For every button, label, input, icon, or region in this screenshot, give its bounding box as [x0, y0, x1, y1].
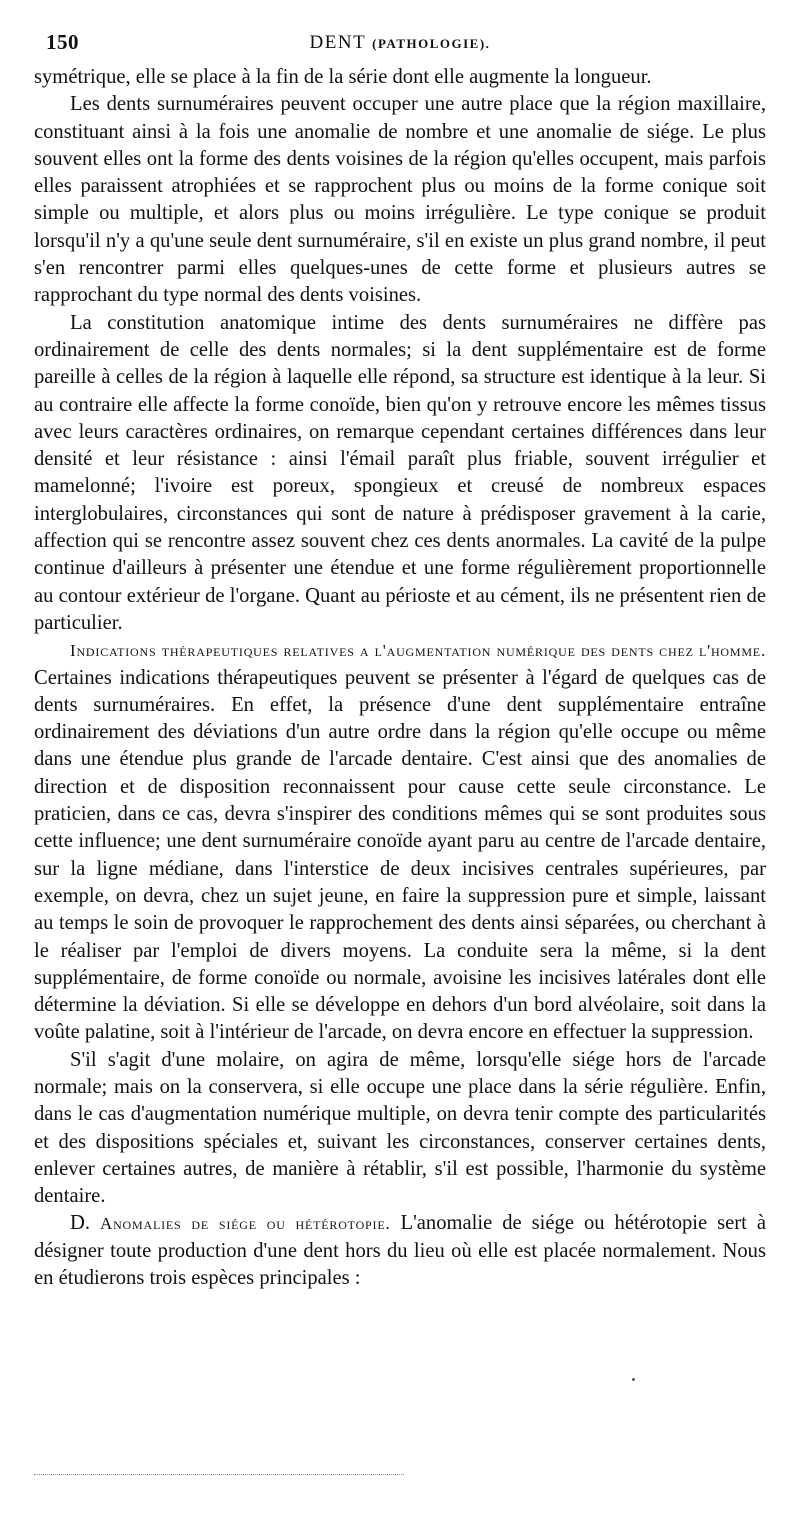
page-number: 150: [46, 30, 79, 54]
paragraph-continuation: symétrique, elle se place à la fin de la série dont elle augmente la longueur.: [34, 66, 652, 88]
indications-body: Certaines indications thérapeutiques peuvent se présenter à l'égard de quelques cas de dents surnuméraires. En effet, la présence d'une dent supplémentaire entraîne ordinairement des déviations d'un autre ordre dans la région qu'elle occupe ou même dans une étendue plus grande de l'arcade dentaire. C'est ainsi que des anomalies de direction et de disposition reconnaissent pour cause cette seule circonstance. Le praticien, dans ce cas, devra s'inspirer des conditions mêmes qui se sont produites sous cette influence; une dent surnuméraire conoïde ayant paru au centre de l'arcade dentaire, sur la ligne médiane, dans l'interstice de deux incisives centrales supérieures, par exemple, on devra, chez un sujet jeune, en faire la suppression pure et simple, laissant au temps le soin de provoquer le rapprochement des dents ainsi séparées, ou cherchant à le réaliser par l'emploi de divers moyens. La conduite sera la même, si la dent supplémentaire, de forme conoïde ou normale, avoisine les incisives latérales dont elle détermine la déviation. Si elle se développe en dehors d'un bord alvéolaire, soit dans la voûte palatine, soit à l'intérieur de l'arcade, on devra encore en effectuer la suppression.: [34, 666, 766, 1044]
section-d-body: L'anomalie de siége ou hétérotopie sert à désigner toute production d'une dent hors du lieu où elle est placée normalement. Nous en étudierons trois espèces principales :: [34, 1212, 766, 1290]
print-speck: [632, 1378, 635, 1381]
section-d-label: D.: [70, 1212, 91, 1235]
running-title-sub: (PATHOLOGIE).: [372, 36, 491, 51]
paragraph-indications: [34, 637, 766, 1046]
page-body: [34, 24, 766, 1292]
paragraph-constitution-anatomique: La constitution anatomique intime des dents surnuméraires ne diffère pas ordinairement de celle des dents normales; si la dent supplémentaire est de forme pareille à celles de la région à laquelle elle répond, sa structure est identique à la leur. Si au contraire elle affecte la forme conoïde, bien qu'on y retrouve encore les mêmes tissus avec leurs caractères ordinaires, on remarque cependant certaines différences dans leur densité et leur résistance : ainsi l'émail paraît plus friable, souvent irrégulier et mamelonné; l'ivoire est poreux, spongieux et creusé de nombreux espaces interglobulaires, circonstances qui sont de nature à prédisposer gravement à la carie, affection qui se rencontre assez souvent chez ces dents anormales. La cavité de la pulpe continue d'ailleurs à présenter une étendue et une forme régulièrement proportionnelle au contour extérieur de l'organe. Quant au périoste et au cément, ils ne présentent rien de particulier.: [34, 311, 766, 634]
running-header: [34, 24, 766, 64]
footer-dotted-rule: [34, 1474, 404, 1475]
running-title: [34, 32, 766, 54]
paragraph-molaire: S'il s'agit d'une molaire, on agira de même, lorsqu'elle siége hors de l'arcade normale; mais on la conservera, si elle occupe une place dans la série régulière. Enfin, dans le cas d'augmentation numérique multiple, on devra tenir compte des particularités et des dispositions spéciales et, suivant les circonstances, conserver certaines dents, enlever certaines autres, de manière à rétablir, s'il est possible, l'harmonie du système dentaire.: [34, 1048, 766, 1208]
running-title-main: DENT: [309, 32, 366, 53]
paragraph-surnumeraires-place: Les dents surnuméraires peuvent occuper une autre place que la région maxillaire, constituant ainsi à la fois une anomalie de nombre et une anomalie de siége. Le plus souvent elles ont la forme des dents voisines de la région qu'elles occupent, mais parfois elles paraissent atrophiées et se rapprochent plus ou moins de la forme conique soit simple ou multiple, et alors plus ou moins irrégulière. Le type conique se produit lorsqu'il n'y a qu'une seule dent surnuméraire, s'il en existe un plus grand nombre, il peut s'en rencontrer parmi elles quelques-unes de cette forme et plusieurs autres se rapprochant du type normal des dents voisines.: [34, 93, 766, 307]
paragraph-section-d: [34, 1210, 766, 1292]
section-d-heading: Anomalies de siége ou hétérotopie.: [100, 1214, 391, 1234]
indications-heading: Indications thérapeutiques relatives a l'augmentation numérique des dents chez l'homme.: [70, 641, 766, 661]
